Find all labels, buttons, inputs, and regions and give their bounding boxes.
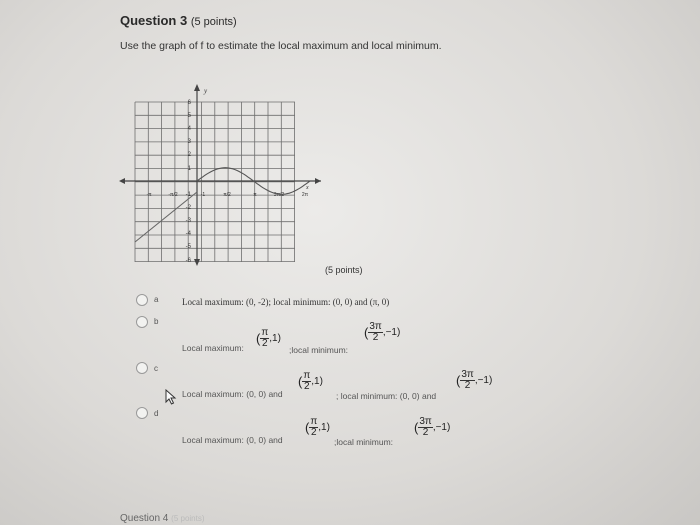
x-tick-label: π/2 bbox=[223, 192, 231, 198]
x-axis-arrow-left bbox=[119, 178, 125, 184]
x-axis-arrow-right bbox=[315, 178, 321, 184]
y-tick-label: 4 bbox=[187, 126, 191, 132]
x-axis-label: x bbox=[306, 185, 309, 191]
option-c-radio[interactable] bbox=[136, 362, 148, 374]
y-tick-label: 5 bbox=[187, 113, 191, 119]
function-graph bbox=[115, 82, 325, 267]
option-b-radio[interactable] bbox=[136, 316, 148, 328]
graph-points-label: (5 points) bbox=[325, 265, 363, 275]
y-axis-arrow-top bbox=[194, 84, 200, 91]
option-d-max-point: ( $\frac{\pi}{2}$ ,1) bbox=[305, 416, 330, 438]
question-title: Question 3 (5 points) bbox=[120, 13, 237, 28]
y-tick-label: -4 bbox=[185, 231, 191, 237]
x-tick-label: 2π bbox=[301, 192, 309, 198]
option-a-letter: a bbox=[154, 295, 159, 304]
y-tick-label: 3 bbox=[187, 139, 191, 145]
next-question-title: Question 4 (5 points) bbox=[120, 513, 205, 524]
x-tick-label: -π bbox=[146, 192, 152, 198]
option-c-min-label: ; local minimum: (0, 0) and bbox=[336, 391, 437, 401]
question-prompt: Use the graph of f to estimate the local maximum and local minimum. bbox=[120, 40, 442, 52]
option-c-min-point: ( $\frac{3\pi}{2}$ ,−1) bbox=[456, 369, 493, 391]
option-c-max-point: ( $\frac{\pi}{2}$ ,1) bbox=[298, 370, 323, 392]
y-tick-label: -1 bbox=[185, 192, 191, 198]
option-d-min-point: ( $\frac{3\pi}{2}$ ,−1) bbox=[414, 416, 451, 438]
option-d-max-label: Local maximum: (0, 0) and bbox=[182, 435, 283, 445]
option-c-max-label: Local maximum: (0, 0) and bbox=[182, 389, 283, 399]
option-c-letter: c bbox=[154, 364, 158, 373]
y-tick-label: -5 bbox=[185, 244, 191, 250]
y-tick-label: 1 bbox=[187, 166, 191, 172]
option-b-min-label: ;local minimum: bbox=[289, 345, 349, 355]
option-d-min-label: ;local minimum: bbox=[334, 437, 394, 447]
mouse-pointer-icon bbox=[165, 389, 177, 405]
y-tick-label: -2 bbox=[185, 205, 191, 211]
y-tick-label: -6 bbox=[185, 258, 191, 264]
option-d-radio[interactable] bbox=[136, 407, 148, 419]
y-axis-label: y bbox=[204, 87, 208, 95]
option-b-letter: b bbox=[154, 317, 159, 326]
x-tick-label: 3π/2 bbox=[273, 192, 285, 198]
option-a-text: Local maximum: (0, -2); local minimum: (0, 0) and (π, 0) bbox=[182, 297, 390, 307]
x-tick-label: -1 bbox=[200, 192, 206, 198]
x-tick-label: -π/2 bbox=[168, 192, 178, 198]
x-tick-label: π bbox=[253, 192, 257, 198]
y-tick-label: 6 bbox=[187, 100, 191, 106]
option-d-letter: d bbox=[154, 409, 159, 418]
option-b-max-label: Local maximum: bbox=[182, 343, 244, 353]
y-tick-label: 2 bbox=[187, 152, 191, 158]
option-b-min-point: ( $\frac{3\pi}{2}$ ,−1) bbox=[364, 321, 401, 343]
y-axis-arrow-bottom bbox=[194, 259, 200, 266]
y-tick-label: -3 bbox=[185, 218, 191, 224]
option-b-max-point: ( $\frac{\pi}{2}$ ,1) bbox=[256, 327, 281, 349]
option-a-radio[interactable] bbox=[136, 294, 148, 306]
